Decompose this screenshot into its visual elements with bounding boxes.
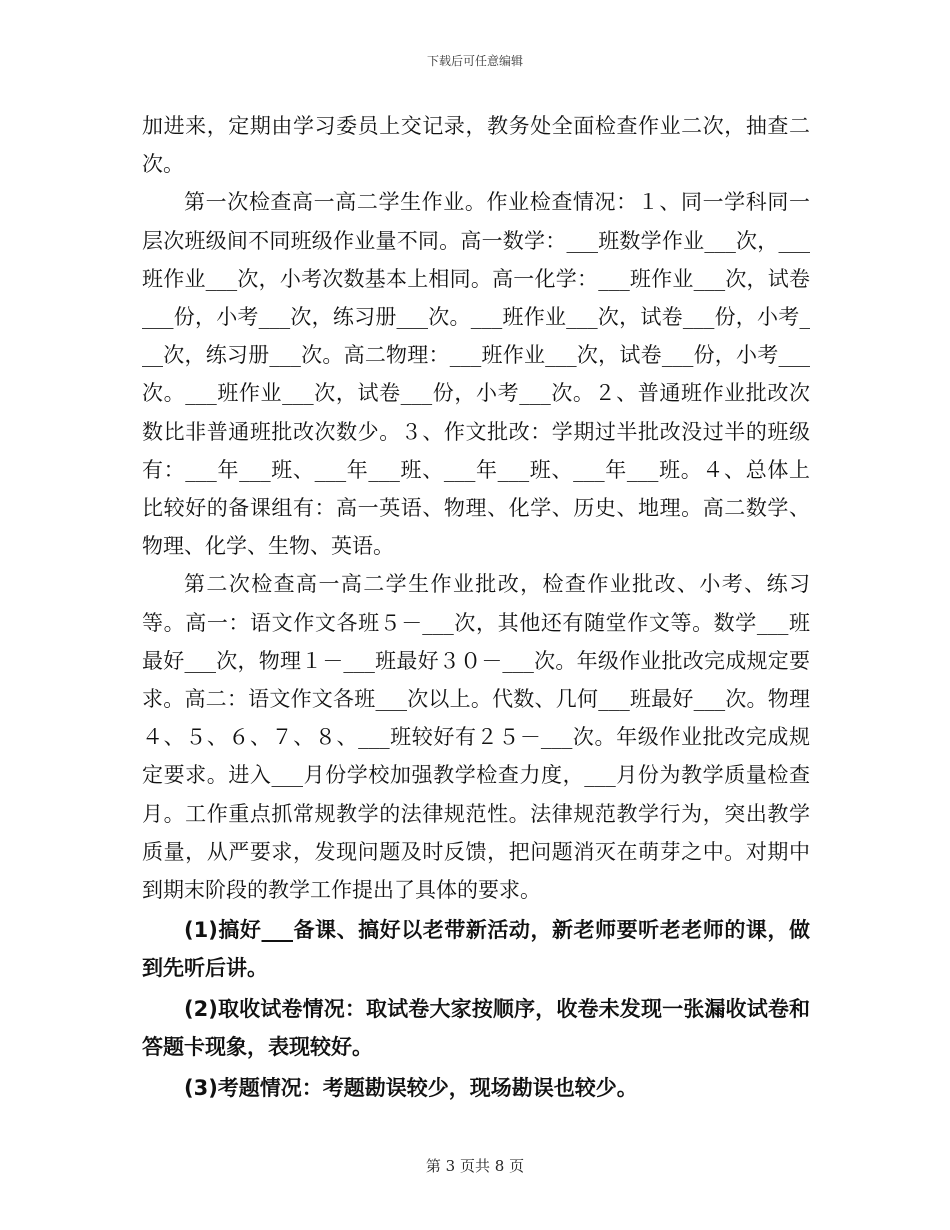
page-header: 下载后可任意编辑 — [426, 54, 523, 68]
paragraph-second-inspection: 第二次检查高一高二学生作业批改，检查作业批改、小考、练习等。高一：语文作文各班５－___次，其他还有随堂作文等。数学___班最好___次，物理１－___班最好３０－___次。年级作业批改完成规定要求。高二：语文作文各班___次以上。代数、几何___班最好___次。物理４、５、６、７、８、___班较好有２５－___次。年级作业批改完成规定要求。进入___月份学校加强教学检查力度，___月份为教学质量检查月。工作重点抓常规教学的法律规范性。法律规范教学行为，突出教学质量，从严要求，发现问题及时反馈，把问题消灭在萌芽之中。对期中到期末阶段的教学工作提出了具体的要求。 — [142, 572, 810, 903]
bold-item-2: (2)取收试卷情况：取试卷大家按顺序，收卷未发现一张漏收试卷和答题卡现象，表现较好。 — [142, 997, 810, 1060]
bold-item-1: (1)搞好___备课、搞好以老带新活动，新老师要听老老师的课，做到先听后讲。 — [142, 918, 810, 981]
paragraph-continuation: 加进来，定期由学习委员上交记录，教务处全面检查作业二次，抽查二次。 — [142, 114, 810, 177]
paragraph-first-inspection: 第一次检查高一高二学生作业。作业检查情况：１、同一学科同一层次班级间不同班级作业量不同。高一数学：___班数学作业___次，___班作业___次，小考次数基本上相同。高一化学：___班作业___次，试卷___份，小考___次，练习册___次。___班作业___次，试卷___份，小考___次，练习册___次。高二物理：___班作业___次，试卷___份，小考___次。___班作业___次，试卷___份，小考___次。２、普通班作业批改次数比非普通班批改次数少。３、作文批改：学期过半批改没过半的班级有：___年___班、___年___班、___年___班、___年___班。４、总体上比较好的备课组有：高一英语、物理、化学、历史、地理。高二数学、物理、化学、生物、英语。 — [142, 190, 810, 559]
document-body — [142, 107, 810, 1107]
bold-item-3: (3)考题情况：考题勘误较少，现场勘误也较少。 — [184, 1076, 638, 1101]
page-footer: 第 3 页共 8 页 — [425, 1157, 525, 1175]
